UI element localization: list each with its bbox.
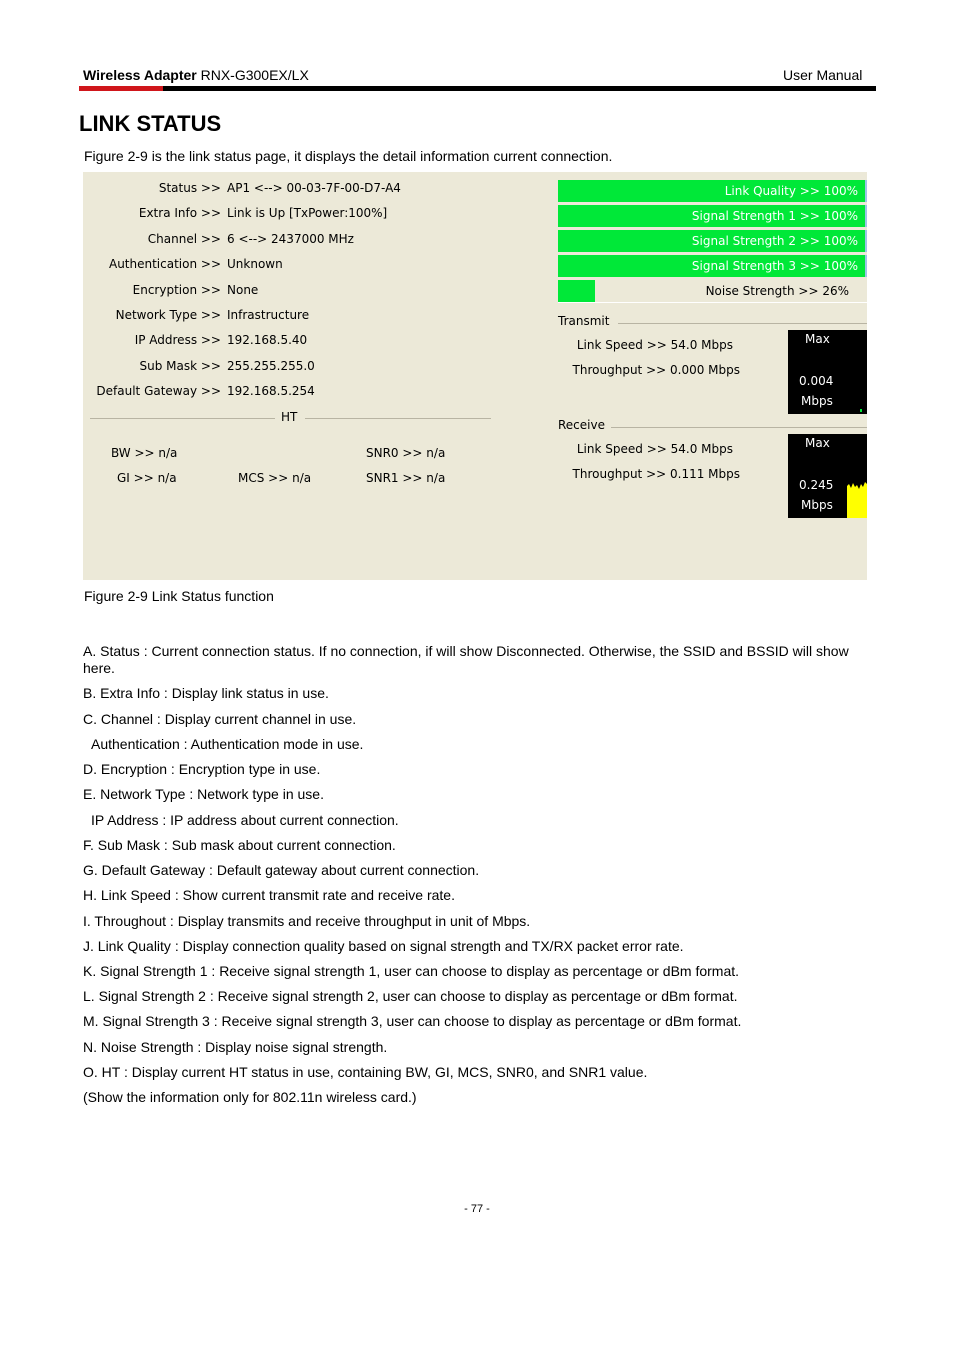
figure-caption: Figure 2-9 Link Status function bbox=[84, 588, 274, 604]
transmit-title: Transmit bbox=[558, 314, 610, 328]
graph-unit: Mbps bbox=[801, 394, 833, 408]
description-item: I. Throughout : Display transmits and receive throughput in unit of Mbps. bbox=[83, 913, 531, 929]
description-item: Authentication : Authentication mode in use. bbox=[91, 736, 364, 752]
description-item: M. Signal Strength 3 : Receive signal strength 3, user can choose to display as percentage or dBm format. bbox=[83, 1013, 742, 1029]
field-label: Encryption >> bbox=[132, 283, 221, 297]
description-item: C. Channel : Display current channel in use. bbox=[83, 711, 357, 727]
description-item: N. Noise Strength : Display noise signal strength. bbox=[83, 1039, 388, 1055]
noise-strength-bar bbox=[558, 280, 867, 303]
description-item: G. Default Gateway : Default gateway about current connection. bbox=[83, 862, 480, 878]
field-label: Extra Info >> bbox=[138, 206, 221, 220]
receive-separator bbox=[611, 427, 867, 428]
description-item: D. Encryption : Encryption type in use. bbox=[83, 761, 321, 777]
model-name: RNX-G300EX/LX bbox=[196, 67, 309, 83]
field-value: 6 <--> 2437000 MHz bbox=[227, 232, 354, 246]
product-name: Wireless Adapter bbox=[83, 67, 197, 83]
field-label: IP Address >> bbox=[134, 333, 221, 347]
field-value: AP1 <--> 00-03-7F-00-D7-A4 bbox=[227, 181, 401, 195]
document-header-manual: User Manual bbox=[783, 67, 863, 83]
description-item: O. HT : Display current HT status in use, containing BW, GI, MCS, SNR0, and SNR1 value. bbox=[83, 1064, 648, 1080]
graph-activity-trace bbox=[847, 478, 867, 518]
field-label: Authentication >> bbox=[108, 257, 221, 271]
bar-label: Link Quality >> 100% bbox=[724, 184, 858, 198]
description-item: L. Signal Strength 2 : Receive signal strength 2, user can choose to display as percentage or dBm format. bbox=[83, 988, 738, 1004]
receive-title: Receive bbox=[558, 418, 605, 432]
bar-label: Signal Strength 2 >> 100% bbox=[691, 234, 858, 248]
ht-title: HT bbox=[281, 410, 298, 424]
transmit-throughput: Throughput >> 0.000 Mbps bbox=[572, 363, 740, 377]
receive-graph bbox=[788, 434, 867, 518]
transmit-link-speed: Link Speed >> 54.0 Mbps bbox=[576, 338, 733, 352]
bar-label: Noise Strength >> 26% bbox=[705, 284, 849, 298]
description-item: (Show the information only for 802.11n wireless card.) bbox=[83, 1089, 417, 1105]
field-label: Channel >> bbox=[147, 232, 221, 246]
description-item: J. Link Quality : Display connection quality based on signal strength and TX/RX packet error rate. bbox=[83, 938, 684, 954]
ht-snr0: SNR0 >> n/a bbox=[366, 446, 446, 460]
ht-bw: BW >> n/a bbox=[111, 446, 178, 460]
description-item: F. Sub Mask : Sub mask about current connection. bbox=[83, 837, 396, 853]
ht-mcs: MCS >> n/a bbox=[238, 471, 312, 485]
graph-activity-trace bbox=[860, 409, 862, 412]
intro-paragraph: Figure 2-9 is the link status page, it displays the detail information current connection. bbox=[84, 148, 613, 164]
description-item: IP Address : IP address about current connection. bbox=[91, 812, 399, 828]
bar-fill bbox=[558, 280, 595, 302]
page-number: - 77 - bbox=[464, 1203, 490, 1215]
description-item: B. Extra Info : Display link status in use. bbox=[83, 685, 329, 701]
header-rule bbox=[79, 86, 876, 91]
graph-unit: Mbps bbox=[801, 498, 833, 512]
signal-strength-2-bar bbox=[558, 230, 867, 252]
signal-strength-3-bar bbox=[558, 255, 867, 277]
ht-separator-right bbox=[305, 418, 491, 419]
transmit-separator bbox=[618, 323, 867, 324]
ht-separator-left bbox=[90, 418, 275, 419]
graph-value: 0.245 bbox=[799, 478, 834, 492]
graph-max-label: Max bbox=[805, 332, 830, 346]
field-label: Status >> bbox=[158, 181, 221, 195]
signal-strength-1-bar bbox=[558, 205, 867, 227]
field-value: 192.168.5.40 bbox=[227, 333, 308, 347]
field-value: Infrastructure bbox=[227, 308, 310, 322]
header-accent-rule bbox=[79, 86, 163, 91]
ht-gi: GI >> n/a bbox=[117, 471, 177, 485]
section-title: LINK STATUS bbox=[79, 111, 222, 136]
field-label: Network Type >> bbox=[115, 308, 221, 322]
document-header-product bbox=[83, 67, 309, 83]
description-item: A. Status : Current connection status. If no connection, if will show Disconnected. Otherwise, the SSID and BSSID will show here. bbox=[83, 643, 849, 676]
link-quality-bar bbox=[558, 180, 867, 202]
field-value: None bbox=[227, 283, 259, 297]
field-label: Default Gateway >> bbox=[96, 384, 221, 398]
description-item: H. Link Speed : Show current transmit rate and receive rate. bbox=[83, 887, 455, 903]
field-value: 255.255.255.0 bbox=[227, 359, 315, 373]
bar-label: Signal Strength 1 >> 100% bbox=[691, 209, 858, 223]
field-value: Link is Up [TxPower:100%] bbox=[227, 206, 388, 220]
graph-max-label: Max bbox=[805, 436, 830, 450]
bar-label: Signal Strength 3 >> 100% bbox=[691, 259, 858, 273]
description-item: K. Signal Strength 1 : Receive signal strength 1, user can choose to display as percentage or dBm format. bbox=[83, 963, 740, 979]
field-value: 192.168.5.254 bbox=[227, 384, 315, 398]
field-label: Sub Mask >> bbox=[139, 359, 221, 373]
field-value: Unknown bbox=[227, 257, 283, 271]
ht-snr1: SNR1 >> n/a bbox=[366, 471, 446, 485]
description-item: E. Network Type : Network type in use. bbox=[83, 786, 324, 802]
graph-value: 0.004 bbox=[799, 374, 834, 388]
link-status-panel bbox=[83, 172, 867, 580]
transmit-graph bbox=[788, 330, 867, 414]
receive-throughput: Throughput >> 0.111 Mbps bbox=[572, 467, 740, 481]
receive-link-speed: Link Speed >> 54.0 Mbps bbox=[576, 442, 733, 456]
